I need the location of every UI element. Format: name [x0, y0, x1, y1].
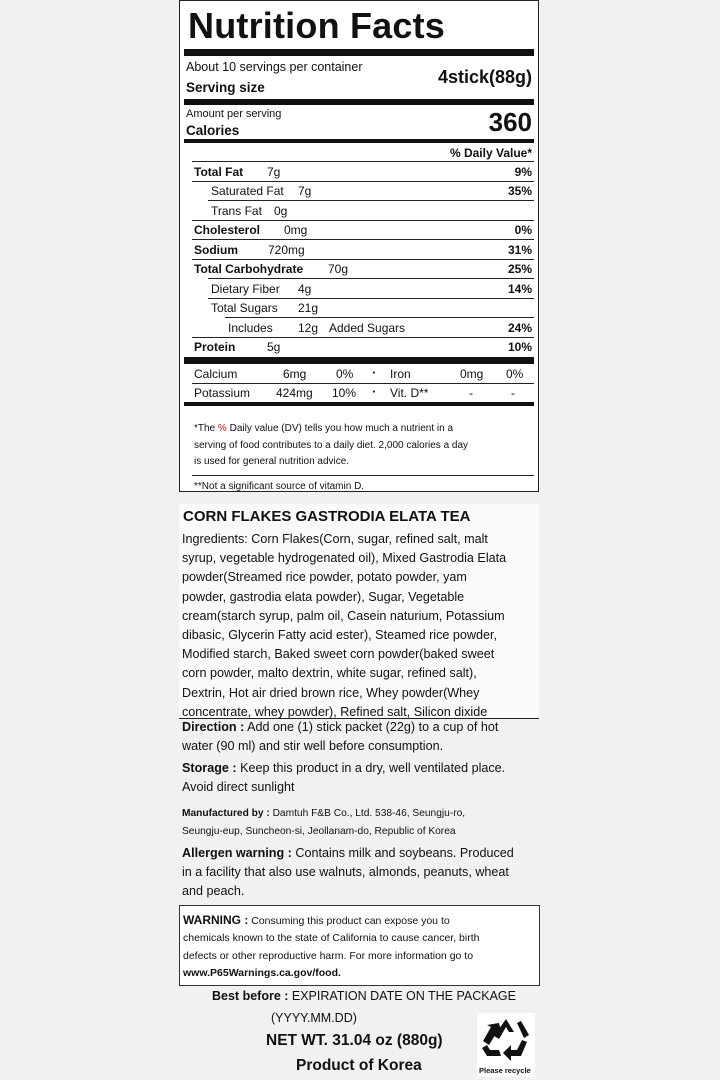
direction-text [182, 718, 498, 756]
added-sugars-amount: 12g [298, 321, 319, 335]
vitamin-d-footnote: **Not a significant source of vitamin D. [194, 481, 365, 492]
recycle-logo [477, 1013, 535, 1077]
total-sugars-label: Total Sugars [211, 301, 278, 315]
potassium-dv: 10% [332, 386, 357, 400]
calcium-amount: 6mg [283, 367, 307, 381]
dietary-fiber-label: Dietary Fiber [211, 282, 280, 296]
daily-value-footnote [194, 421, 468, 471]
direction-label: Direction : [182, 720, 245, 734]
best-before [212, 989, 516, 1003]
nutrition-title: Nutrition Facts [188, 5, 446, 46]
daily-value-header: % Daily Value* [449, 146, 532, 160]
row-divider [192, 475, 534, 476]
ingredients-section [179, 504, 539, 718]
saturated-fat-label: Saturated Fat [211, 184, 284, 198]
calories-value: 360 [488, 107, 532, 137]
ingredients-line: powder, gastrodia elata powder), Sugar, Vegetable [182, 589, 465, 604]
footnote-line: is used for general nutrition advice. [194, 456, 350, 467]
best-before-value: EXPIRATION DATE ON THE PACKAGE [288, 989, 516, 1003]
warning-line: defects or other reproductive harm. For more information go to [183, 949, 474, 962]
calcium-label: Calcium [194, 367, 238, 381]
row-divider [192, 383, 534, 384]
ingredients-line: powder(Streamed rice powder, potato powder, yam [182, 570, 467, 585]
best-before-label: Best before : [212, 989, 289, 1003]
ingredients-line: concentrate, whey powder), Refined salt, Silicon dixide [182, 704, 488, 718]
footnote-line: Daily value (DV) tells you how much a nutrient in a [226, 423, 454, 434]
total-carbohydrate-amount: 70g [328, 262, 349, 276]
row-divider [208, 278, 534, 279]
protein-label: Protein [194, 340, 236, 354]
total-fat-dv: 9% [514, 165, 532, 179]
ingredients-line: corn powder, malto dextrin, white sugar, refined salt), [182, 666, 477, 681]
saturated-fat-amount: 7g [298, 184, 312, 198]
iron-dv: 0% [506, 367, 524, 381]
storage-label: Storage : [182, 761, 237, 775]
serving-size-label: Serving size [186, 80, 265, 95]
row-divider [192, 337, 534, 338]
trans-fat-amount: 0g [274, 204, 288, 218]
recycle-label: Please recycle [479, 1066, 531, 1075]
medium-rule [184, 139, 534, 143]
warning-link: www.P65Warnings.ca.gov/food. [183, 966, 341, 979]
storage-line: Keep this product in a dry, well ventilated place. [236, 761, 506, 775]
servings-per-container: About 10 servings per container [186, 60, 363, 74]
cholesterol-label: Cholesterol [194, 223, 261, 237]
row-divider [192, 220, 534, 221]
row-divider [208, 298, 534, 299]
ingredients-line: syrup, vegetable hydrogenated oil), Mixed Gastrodia Elata [182, 551, 507, 566]
row-divider [192, 239, 534, 240]
ingredients-line: Modified starch, Baked sweet corn powder(baked sweet [182, 647, 495, 662]
manufacturer-line: Seungju-eup, Suncheon-si, Jeollanam-do, Republic of Korea [182, 826, 456, 837]
direction-line: Add one (1) stick packet (22g) to a cup of hot [244, 720, 499, 734]
direction-line: water (90 ml) and stir well before consumption. [182, 739, 444, 754]
protein-dv: 10% [507, 340, 532, 354]
ingredients-line: Ingredients: Corn Flakes(Corn, sugar, refined salt, malt [182, 532, 488, 546]
total-carbohydrate-dv: 25% [507, 262, 532, 276]
potassium-label: Potassium [194, 386, 251, 400]
storage-text [182, 759, 505, 797]
dietary-fiber-amount: 4g [298, 282, 312, 296]
ingredients-line: Dextrin, Hot air dried brown rice, Whey powder(Whey [182, 685, 480, 700]
footnote-prefix: *The [194, 423, 218, 434]
recycle-icon [477, 1013, 535, 1065]
cholesterol-amount: 0mg [284, 223, 308, 237]
amount-per-serving: Amount per serving [186, 108, 282, 120]
allergen-label: Allergen warning : [182, 846, 292, 860]
allergen-line: in a facility that also use walnuts, almonds, peanuts, wheat [182, 865, 509, 880]
medium-rule [184, 402, 534, 406]
saturated-fat-dv: 35% [507, 184, 532, 198]
allergen-text [182, 844, 514, 902]
manufacturer-label: Manufactured by : [182, 808, 270, 819]
footnote-percent: % [217, 423, 227, 434]
product-name: CORN FLAKES GASTRODIA ELATA TEA [183, 508, 471, 525]
row-divider [208, 200, 534, 201]
row-divider [192, 181, 534, 182]
row-divider [192, 259, 534, 260]
warning-text [183, 912, 480, 982]
added-sugars-includes: Includes [228, 321, 273, 335]
manufacturer-text [182, 805, 465, 841]
iron-label: Iron [390, 367, 411, 381]
allergen-line: Contains milk and soybeans. Produced [291, 846, 514, 860]
vitamin-d-amount: - [469, 386, 473, 400]
ingredients-line: cream(starch syrup, palm oil, Casein naturium, Potassium [182, 608, 505, 623]
warning-label: WARNING : [183, 913, 249, 927]
thick-rule [184, 99, 534, 105]
iron-amount: 0mg [460, 367, 484, 381]
footnote-line: serving of food contributes to a daily diet. 2,000 calories a day [194, 439, 469, 451]
potassium-amount: 424mg [276, 386, 313, 400]
added-sugars-dv: 24% [507, 321, 532, 335]
row-divider [192, 161, 534, 162]
calories-label: Calories [186, 123, 240, 138]
row-divider [225, 317, 534, 318]
trans-fat-label: Trans Fat [211, 204, 262, 218]
cholesterol-dv: 0% [514, 223, 532, 237]
bullet: · [372, 384, 377, 399]
thick-rule [184, 357, 534, 364]
allergen-line: and peach. [182, 884, 245, 899]
warning-box [179, 905, 540, 986]
ingredients-line: dibasic, Glycerin Fatty acid ester), Steamed rice powder, [182, 628, 497, 643]
thick-rule [184, 49, 534, 56]
sodium-amount: 720mg [268, 243, 305, 257]
vitamin-d-label: Vit. D** [390, 386, 429, 400]
ingredients-text [182, 530, 506, 718]
total-sugars-amount: 21g [298, 301, 319, 315]
bullet: · [372, 365, 377, 380]
total-carbohydrate-label: Total Carbohydrate [194, 262, 304, 276]
protein-amount: 5g [267, 340, 281, 354]
vitamin-d-dv: - [511, 386, 515, 400]
dietary-fiber-dv: 14% [507, 282, 532, 296]
calcium-dv: 0% [336, 367, 354, 381]
warning-line: chemicals known to the state of California to cause cancer, birth [183, 932, 480, 945]
total-fat-label: Total Fat [194, 165, 244, 179]
best-before-format: (YYYY.MM.DD) [271, 1011, 357, 1025]
product-origin: Product of Korea [296, 1057, 422, 1074]
manufacturer-line: Damtuh F&B Co., Ltd. 538-46, Seungju-ro, [269, 808, 466, 819]
net-weight: NET WT. 31.04 oz (880g) [266, 1032, 443, 1049]
nutrition-facts-panel [179, 0, 539, 492]
total-fat-amount: 7g [267, 165, 281, 179]
added-sugars-label: Added Sugars [329, 321, 406, 335]
sodium-dv: 31% [507, 243, 532, 257]
serving-size-value: 4stick(88g) [437, 67, 532, 87]
warning-line: Consuming this product can expose you to [248, 915, 450, 927]
sodium-label: Sodium [194, 243, 238, 257]
storage-line: Avoid direct sunlight [182, 780, 295, 795]
